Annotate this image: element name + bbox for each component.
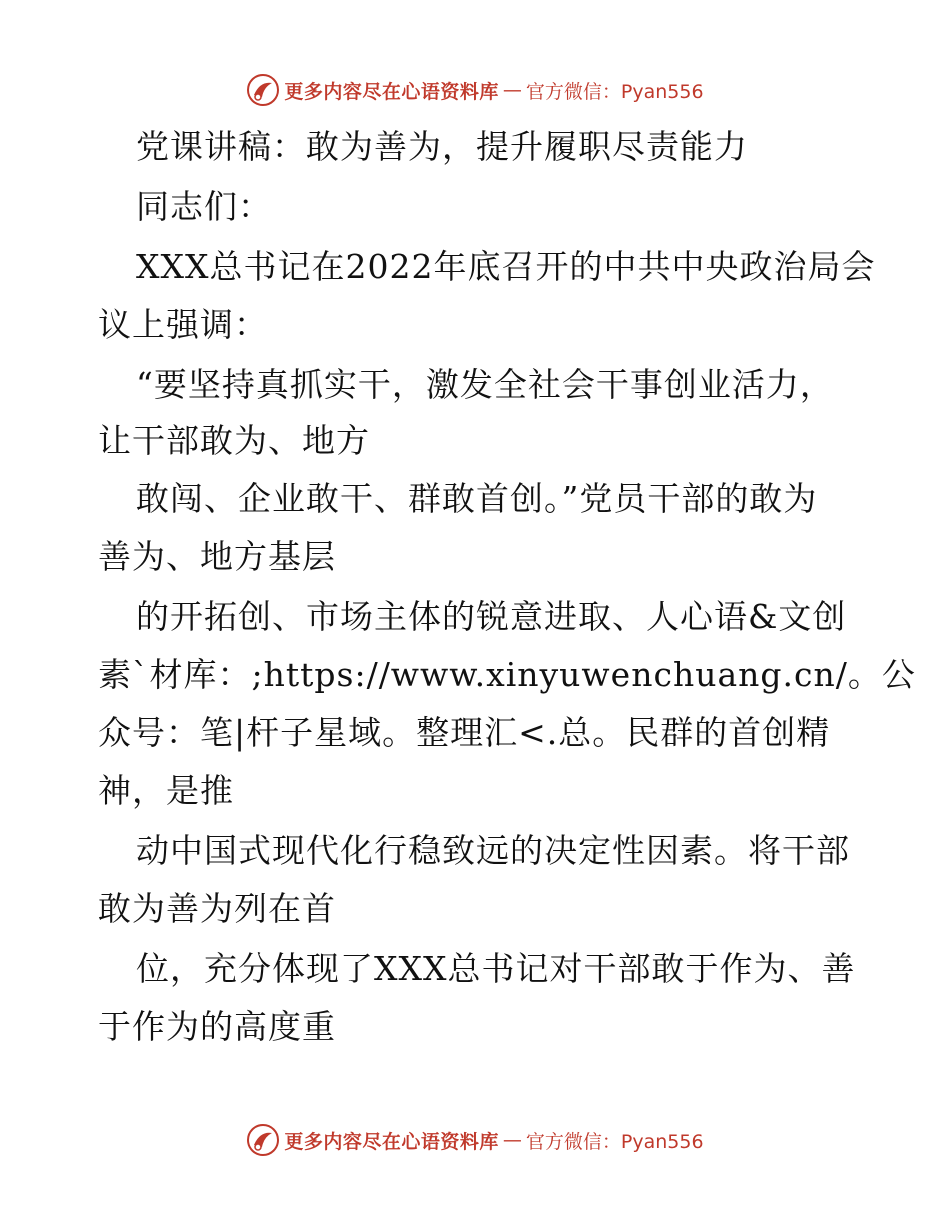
doc-line: 动中国式现代化行稳致远的决定性因素。将干部 — [136, 831, 850, 870]
banner-wechat: 官方微信：Pyan556 — [525, 80, 704, 103]
doc-line: 于作为的高度重 — [98, 1007, 336, 1046]
banner-dash: — — [502, 79, 522, 101]
doc-line: 神，是推 — [98, 771, 234, 810]
footer-watermark-banner — [0, 1120, 950, 1160]
doc-line: 议上强调： — [98, 305, 268, 344]
banner-text: 更多内容尽在心语资料库 — [284, 1130, 499, 1153]
doc-line: 的开拓创、市场主体的锐意进取、人心语&文创 — [136, 597, 847, 636]
doc-line: XXX总书记在2022年底召开的中共中央政治局会 — [136, 247, 876, 286]
banner-dash: — — [502, 1129, 522, 1151]
doc-line: 让干部敢为、地方 — [98, 421, 370, 460]
doc-title: 党课讲稿：敢为善为，提升履职尽责能力 — [136, 127, 748, 166]
doc-line: “要坚持真抓实干，激发全社会干事创业活力， — [136, 365, 834, 404]
doc-line: 敢闯、企业敢干、群敢首创。”党员干部的敢为 — [136, 479, 818, 518]
banner-text: 更多内容尽在心语资料库 — [284, 80, 499, 103]
doc-line: 同志们： — [136, 187, 272, 226]
banner-wechat: 官方微信：Pyan556 — [525, 1130, 704, 1153]
doc-line: 位，充分体现了XXX总书记对干部敢于作为、善 — [136, 949, 856, 988]
doc-line: 素`材库：;https://www.xinyuwenchuang.cn/。公 — [98, 655, 916, 694]
doc-line: 敢为善为列在首 — [98, 889, 336, 928]
brand-logo-icon — [246, 73, 280, 107]
doc-line: 善为、地方基层 — [98, 537, 336, 576]
header-watermark-banner — [0, 70, 950, 110]
doc-line: 众号：笔|杆子星域。整理汇<.总。民群的首创精 — [98, 713, 831, 752]
brand-logo-icon — [246, 1123, 280, 1157]
